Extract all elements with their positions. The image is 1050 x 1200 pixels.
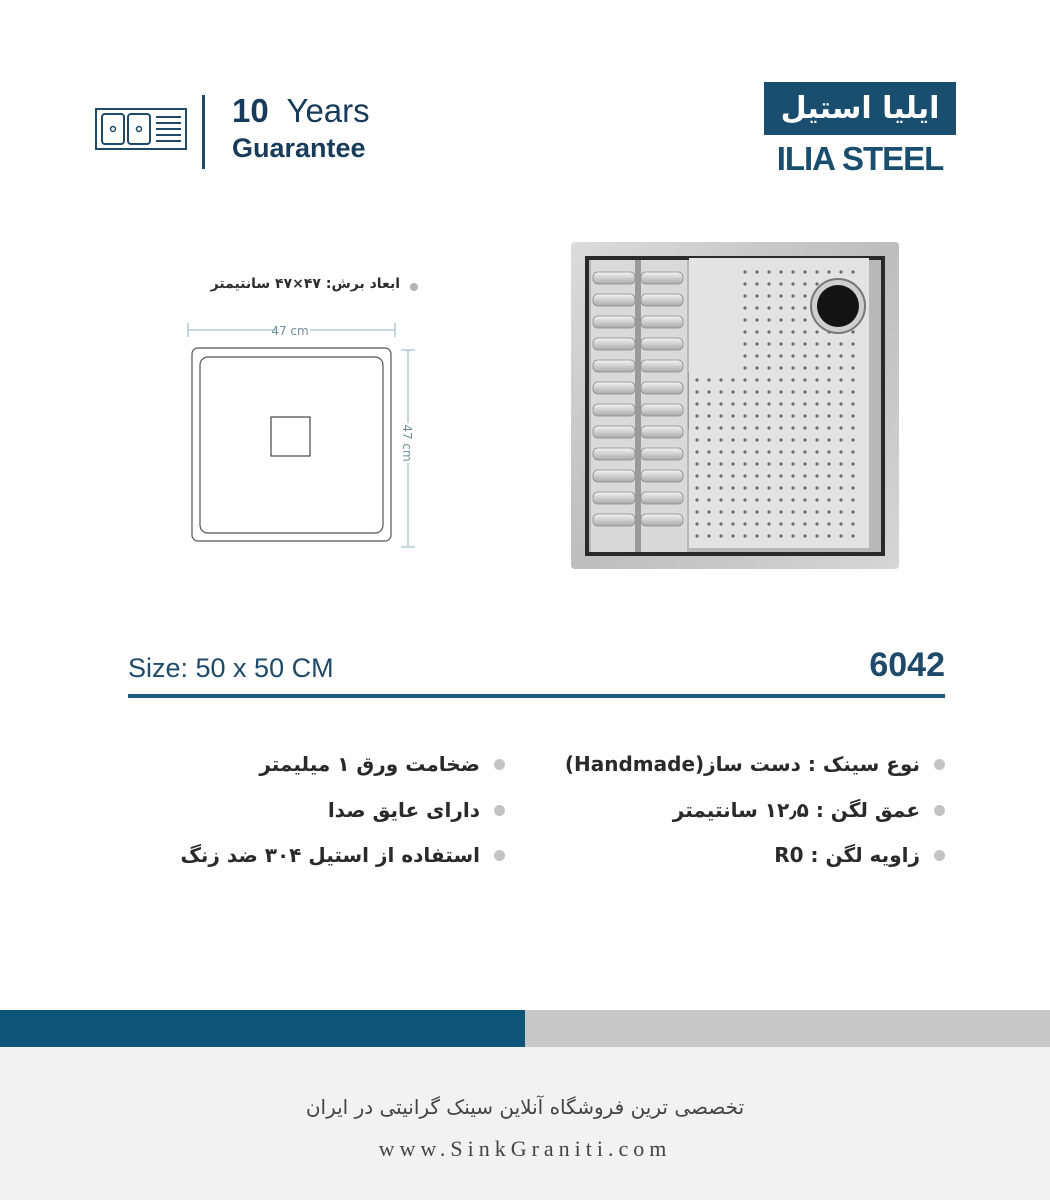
feature-text: عمق لگن : ۱۲٫۵ سانتیمتر [672, 798, 920, 822]
width-dimension-label: 47 cm [271, 324, 309, 338]
product-photo [571, 242, 899, 573]
feature-sound-insulation [100, 798, 505, 822]
height-dimension-label: 47 cm [400, 424, 414, 462]
header-divider [202, 95, 205, 169]
product-model: 6042 [869, 646, 945, 684]
product-size: Size: 50 x 50 CM [128, 653, 334, 683]
bullet-dot [934, 805, 945, 816]
footer-slogan: تخصصی ترین فروشگاه آنلاین سینک گرانیتی در ایران [305, 1095, 745, 1119]
cut-dimensions-label: ابعاد برش: ۴۷×۴۷ سانتیمتر [210, 276, 400, 292]
guarantee-years-number: 10 [232, 92, 269, 129]
feature-text: استفاده از استیل ۳۰۴ ضد زنگ [180, 843, 480, 867]
feature-text: زاویه لگن : R0 [774, 843, 920, 867]
guarantee-years [232, 92, 370, 130]
feature-bowl-depth [480, 798, 945, 822]
footer-website-link[interactable]: www.SinkGraniti.com [378, 1136, 672, 1161]
footer-band-gray [525, 1010, 1050, 1047]
bullet-dot [934, 850, 945, 861]
brand-logo-persian: ایلیا استیل [764, 82, 956, 135]
footer-band-blue [0, 1010, 525, 1047]
double-sink-icon [95, 108, 187, 154]
feature-steel-304 [100, 843, 505, 867]
guarantee-years-word: Years [286, 92, 370, 129]
bullet-dot [494, 850, 505, 861]
feature-text: دارای عایق صدا [327, 798, 480, 822]
feature-sink-type [480, 752, 945, 776]
sink-dimension-drawing [180, 315, 430, 559]
bullet-dot [494, 759, 505, 770]
bullet-dot [494, 805, 505, 816]
bullet-dot [934, 759, 945, 770]
brand-logo-latin: ILIA STEEL [776, 140, 944, 177]
feature-bowl-angle [480, 843, 945, 867]
footer [0, 1047, 1050, 1200]
feature-text: ضخامت ورق ۱ میلیمتر [259, 752, 480, 776]
section-divider [128, 694, 945, 698]
feature-text: نوع سینک : دست ساز(Handmade) [564, 752, 920, 776]
bullet-dot [410, 283, 418, 291]
guarantee-label: Guarantee [232, 133, 366, 163]
feature-sheet-thickness [100, 752, 505, 776]
